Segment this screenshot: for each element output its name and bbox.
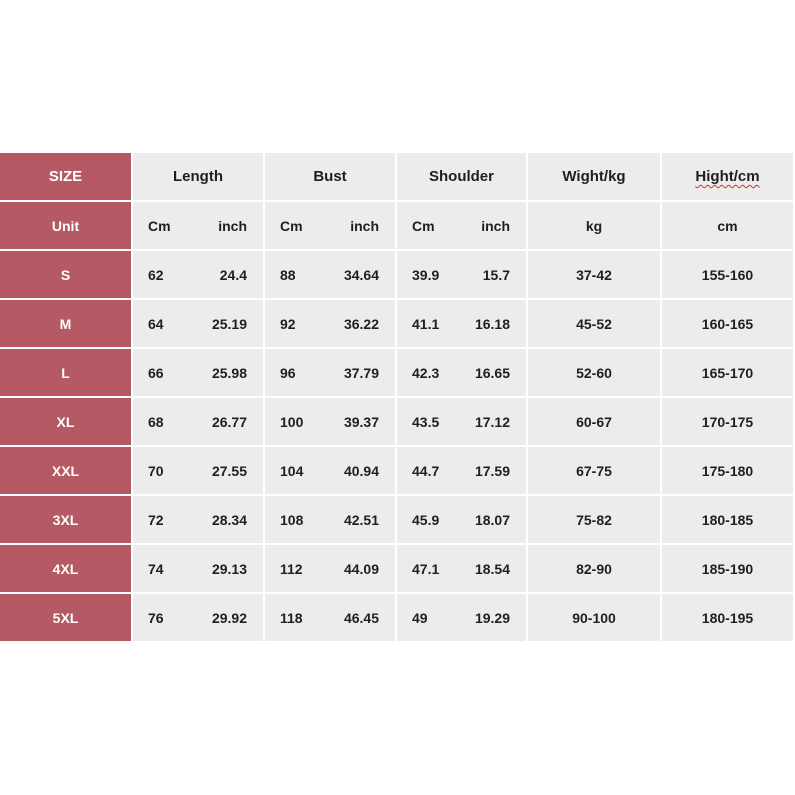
length-inch-value: 29.13 xyxy=(211,560,247,577)
shoulder-cm-value: 42.3 xyxy=(412,364,440,381)
weight-value: 82-90 xyxy=(528,545,662,594)
height-value: 160-165 xyxy=(662,300,795,349)
size-label: M xyxy=(0,300,133,349)
unit-length xyxy=(133,202,265,251)
unit-bust-cm: Cm xyxy=(280,217,303,234)
bust-inch-value: 46.45 xyxy=(343,609,379,626)
height-value: 175-180 xyxy=(662,447,795,496)
unit-height: cm xyxy=(662,202,795,251)
shoulder-inch-value: 18.54 xyxy=(474,560,510,577)
height-value: 180-195 xyxy=(662,594,795,643)
length-cell xyxy=(133,251,265,300)
bust-cm-value: 112 xyxy=(280,560,303,577)
height-value: 180-185 xyxy=(662,496,795,545)
bust-cm-value: 104 xyxy=(280,462,304,479)
shoulder-cell xyxy=(397,594,528,643)
shoulder-inch-value: 17.12 xyxy=(474,413,510,430)
weight-value: 75-82 xyxy=(528,496,662,545)
weight-value: 45-52 xyxy=(528,300,662,349)
shoulder-cell xyxy=(397,300,528,349)
shoulder-cm-value: 45.9 xyxy=(412,511,440,528)
shoulder-cm-value: 47.1 xyxy=(412,560,440,577)
height-value: 185-190 xyxy=(662,545,795,594)
shoulder-inch-value: 17.59 xyxy=(474,462,510,479)
bust-cell xyxy=(265,447,397,496)
unit-label: Unit xyxy=(0,202,133,251)
length-cm-value: 68 xyxy=(148,413,164,430)
header-height xyxy=(662,153,795,202)
header-size: SIZE xyxy=(0,153,133,202)
bust-inch-value: 39.37 xyxy=(343,413,379,430)
shoulder-cm-value: 39.9 xyxy=(412,266,440,283)
size-label: 5XL xyxy=(0,594,133,643)
shoulder-inch-value: 16.18 xyxy=(474,315,510,332)
bust-cell xyxy=(265,300,397,349)
size-chart-table xyxy=(0,153,795,643)
bust-cm-value: 100 xyxy=(280,413,304,430)
weight-value: 90-100 xyxy=(528,594,662,643)
bust-cm-value: 88 xyxy=(280,266,296,283)
length-inch-value: 28.34 xyxy=(211,511,247,528)
shoulder-cell xyxy=(397,349,528,398)
length-cell xyxy=(133,545,265,594)
size-label: 4XL xyxy=(0,545,133,594)
length-cm-value: 74 xyxy=(148,560,164,577)
header-length: Length xyxy=(133,153,265,202)
bust-cell xyxy=(265,398,397,447)
bust-inch-value: 42.51 xyxy=(343,511,379,528)
bust-inch-value: 36.22 xyxy=(343,315,379,332)
length-cell xyxy=(133,496,265,545)
length-cell xyxy=(133,594,265,643)
shoulder-cell xyxy=(397,496,528,545)
unit-bust xyxy=(265,202,397,251)
weight-value: 67-75 xyxy=(528,447,662,496)
bust-inch-value: 40.94 xyxy=(343,462,379,479)
length-inch-value: 25.98 xyxy=(211,364,247,381)
length-cell xyxy=(133,349,265,398)
height-value: 165-170 xyxy=(662,349,795,398)
shoulder-cm-value: 41.1 xyxy=(412,315,440,332)
shoulder-cell xyxy=(397,398,528,447)
unit-length-inch: inch xyxy=(218,217,247,234)
bust-cm-value: 96 xyxy=(280,364,296,381)
length-cm-value: 72 xyxy=(148,511,164,528)
shoulder-inch-value: 16.65 xyxy=(474,364,510,381)
shoulder-cell xyxy=(397,545,528,594)
shoulder-cm-value: 49 xyxy=(412,609,428,626)
shoulder-cm-value: 44.7 xyxy=(412,462,440,479)
bust-cm-value: 108 xyxy=(280,511,304,528)
length-inch-value: 27.55 xyxy=(211,462,247,479)
shoulder-inch-value: 15.7 xyxy=(482,266,510,283)
length-cell xyxy=(133,300,265,349)
length-inch-value: 24.4 xyxy=(219,266,247,283)
weight-value: 52-60 xyxy=(528,349,662,398)
weight-value: 60-67 xyxy=(528,398,662,447)
bust-cell xyxy=(265,594,397,643)
bust-cell xyxy=(265,349,397,398)
shoulder-cell xyxy=(397,251,528,300)
height-value: 170-175 xyxy=(662,398,795,447)
bust-inch-value: 34.64 xyxy=(343,266,379,283)
unit-shoulder-inch: inch xyxy=(481,217,510,234)
weight-value: 37-42 xyxy=(528,251,662,300)
unit-shoulder-cm: Cm xyxy=(412,217,435,234)
header-shoulder: Shoulder xyxy=(397,153,528,202)
shoulder-cm-value: 43.5 xyxy=(412,413,440,430)
unit-shoulder xyxy=(397,202,528,251)
length-inch-value: 25.19 xyxy=(211,315,247,332)
size-label: L xyxy=(0,349,133,398)
header-height-label: Hight/cm xyxy=(695,168,760,185)
length-cm-value: 66 xyxy=(148,364,164,381)
header-weight: Wight/kg xyxy=(528,153,662,202)
bust-cm-value: 92 xyxy=(280,315,296,332)
length-inch-value: 29.92 xyxy=(211,609,247,626)
size-label: XXL xyxy=(0,447,133,496)
length-cm-value: 70 xyxy=(148,462,164,479)
length-cm-value: 62 xyxy=(148,266,164,283)
shoulder-inch-value: 18.07 xyxy=(474,511,510,528)
bust-inch-value: 37.79 xyxy=(343,364,379,381)
bust-cell xyxy=(265,251,397,300)
bust-cell xyxy=(265,496,397,545)
length-cell xyxy=(133,447,265,496)
bust-cell xyxy=(265,545,397,594)
size-label: 3XL xyxy=(0,496,133,545)
header-bust: Bust xyxy=(265,153,397,202)
length-cm-value: 64 xyxy=(148,315,164,332)
size-label: XL xyxy=(0,398,133,447)
unit-length-cm: Cm xyxy=(148,217,171,234)
shoulder-cell xyxy=(397,447,528,496)
length-cm-value: 76 xyxy=(148,609,164,626)
unit-bust-inch: inch xyxy=(350,217,379,234)
unit-weight: kg xyxy=(528,202,662,251)
length-inch-value: 26.77 xyxy=(211,413,247,430)
size-label: S xyxy=(0,251,133,300)
bust-cm-value: 118 xyxy=(280,609,303,626)
bust-inch-value: 44.09 xyxy=(343,560,379,577)
height-value: 155-160 xyxy=(662,251,795,300)
length-cell xyxy=(133,398,265,447)
shoulder-inch-value: 19.29 xyxy=(474,609,510,626)
